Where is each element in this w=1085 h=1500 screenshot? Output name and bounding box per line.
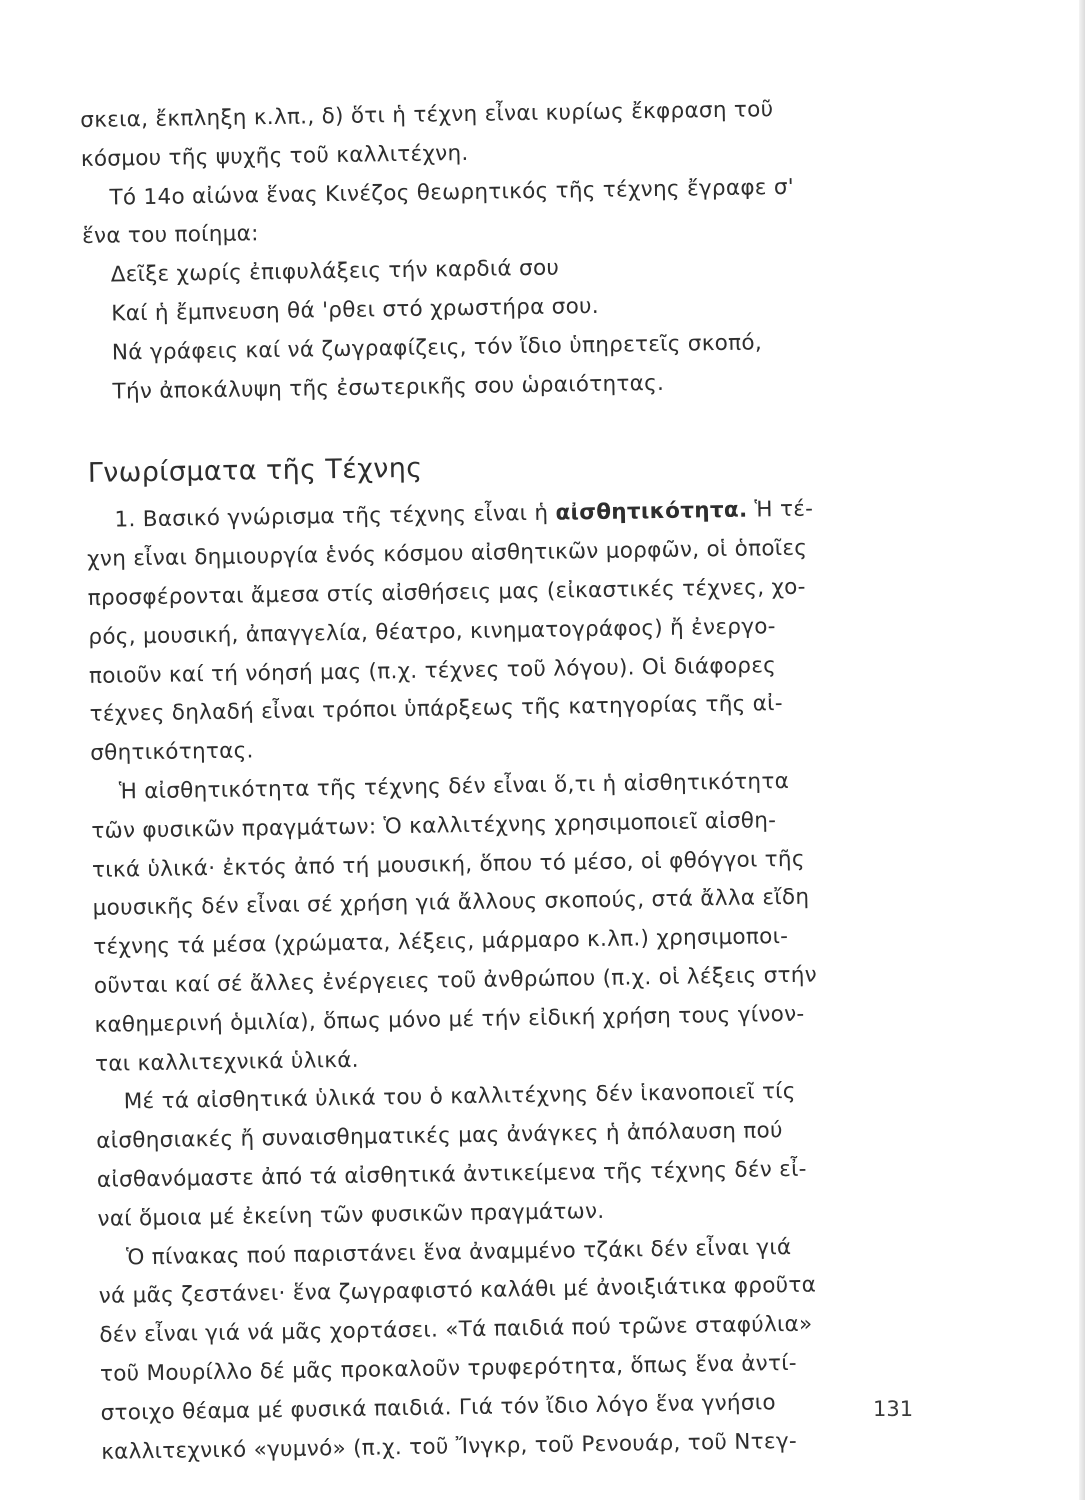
text-line: ναί ὅμοια μέ ἐκείνη τῶν φυσικῶν πραγμάτων. xyxy=(97,1198,605,1232)
text-line: τικά ὑλικά· ἐκτός ἀπό τή μουσική, ὅπου τό μέσο, οἱ φθόγγοι τῆς xyxy=(91,846,805,883)
item-1-lead: 1. Βασικό γνώρισμα τῆς τέχνης εἶναι ἡ xyxy=(114,500,556,533)
emphasized-term: αἰσθητικότητα. xyxy=(555,497,748,526)
text-line: καλλιτεχνικό «γυμνό» (π.χ. τοῦ Ἴνγκρ, τοῦ Ρενουάρ, τοῦ Ντεγ- xyxy=(101,1428,798,1465)
text-line: Τό 14ο αἰώνα ἕνας Κινέζος θεωρητικός τῆς τέχνης ἔγραφε σ' xyxy=(109,174,795,211)
text-line: τέχνες δηλαδή εἶναι τρόποι ὑπάρξεως τῆς κατηγορίας τῆς αἰ- xyxy=(89,691,784,728)
paragraph-sensibility xyxy=(91,761,936,1085)
text-line: στοιχο θέαμα μέ φυσικά παιδιά. Γιά τόν ἴδιο λόγο ἕνα γνήσιο xyxy=(100,1389,776,1426)
paragraph-painting xyxy=(98,1226,942,1472)
text-line: Μέ τά αἰσθητικά ὑλικά του ὁ καλλιτέχνης δέν ἱκανοποιεῖ τίς xyxy=(123,1079,796,1115)
text-line: νά μᾶς ζεστάνει· ἕνα ζωγραφιστό καλάθι μέ ἀνοιξιάτικα φροῦτα xyxy=(98,1272,817,1310)
text-line: ποιοῦν καί τή νόησή μας (π.χ. τέχνες τοῦ λόγου). Οἱ διάφορες xyxy=(88,652,777,689)
paragraph-chinese-theorist xyxy=(81,166,922,257)
poem-line: Καί ἡ ἔμπνευση θά 'ρθει στό χρωστήρα σου. xyxy=(111,293,600,327)
item-1-tail: Ἡ τέ- xyxy=(747,496,814,523)
text-line: ρός, μουσική, ἀπαγγελία, θέατρο, κινηματογράφος) ἤ ἐνεργο- xyxy=(88,613,776,650)
text-line: Ἡ αἰσθητικότητα τῆς τέχνης δέν εἶναι ὅ,τι ἡ αἰσθητικότητα xyxy=(118,768,790,805)
text-line: μουσικῆς δέν εἶναι σέ χρήση γιά ἄλλους σκοπούς, στά ἄλλα εἴδη xyxy=(92,884,810,922)
paragraph-intro xyxy=(80,89,921,180)
text-line: δέν εἶναι γιά νά μᾶς χορτάσει. «Τά παιδιά πού τρῶνε σταφύλια» xyxy=(99,1311,813,1348)
text-line: σκεια, ἔκπληξη κ.λπ., δ) ὅτι ἡ τέχνη εἶναι κυρίως ἔκφραση τοῦ xyxy=(80,97,774,133)
poem-line: Δεῖξε χωρίς ἐπιφυλάξεις τήν καρδιά σου xyxy=(110,255,560,288)
poem-line: Τήν ἀποκάλυψη τῆς ἐσωτερικῆς σου ὡραιότητας. xyxy=(112,370,665,405)
text-line: προσφέρονται ἄμεσα στίς αἰσθήσεις μας (εἰκαστικές τέχνες, χο- xyxy=(87,574,806,611)
poem-line: Νά γράφεις καί νά ζωγραφίζεις, τόν ἴδιο ὑπηρετεῖς σκοπό, xyxy=(111,330,763,366)
text-line: οῦνται καί σέ ἄλλες ἐνέργειες τοῦ ἀνθρώπου (π.χ. οἱ λέξεις στήν xyxy=(93,962,818,999)
text-line: τοῦ Μουρίλλο δέ μᾶς προκαλοῦν τρυφερότητα, ὅπως ἕνα ἀντί- xyxy=(99,1350,798,1387)
text-line: κόσμου τῆς ψυχῆς τοῦ καλλιτέχνη. xyxy=(80,140,469,172)
item-1-paragraph xyxy=(86,489,930,774)
poem-quote xyxy=(82,244,924,412)
text-line: χνη εἶναι δημιουργία ἑνός κόσμου αἰσθητικῶν μορφῶν, οἱ ὁποῖες xyxy=(86,535,808,573)
text-line: ται καλλιτεχνικά ὑλικά. xyxy=(94,1047,360,1077)
text-line: αἰσθησιακές ἤ συναισθηματικές μας ἀνάγκες ἡ ἀπόλαυση πού xyxy=(96,1118,783,1154)
page-edge xyxy=(1079,0,1085,1500)
text-line: σθητικότητας. xyxy=(90,738,254,767)
text-column xyxy=(80,89,941,1472)
paragraph-materials xyxy=(95,1071,937,1239)
text-line: τῶν φυσικῶν πραγμάτων: Ὁ καλλιτέχνης χρησιμοποιεῖ αἰσθη- xyxy=(91,807,777,844)
section-heading: Γνωρίσματα τῆς Τέχνης xyxy=(87,453,423,490)
text-line: Ὁ πίνακας πού παριστάνει ἕνα ἀναμμένο τζάκι δέν εἶναι γιά xyxy=(125,1234,792,1270)
page-number: 131 xyxy=(873,1397,914,1421)
text-line: αἰσθανόμαστε ἀπό τά αἰσθητικά ἀντικείμενα τῆς τέχνης δέν εἶ- xyxy=(96,1156,807,1193)
text-line: τέχνης τά μέσα (χρώματα, λέξεις, μάρμαρο κ.λπ.) χρησιμοποι- xyxy=(93,924,789,961)
text-line: καθημερινή ὁμιλία), ὅπως μόνο μέ τήν εἰδική χρήση τους γίνον- xyxy=(94,1001,805,1038)
text-line: ἕνα του ποίημα: xyxy=(81,221,259,250)
